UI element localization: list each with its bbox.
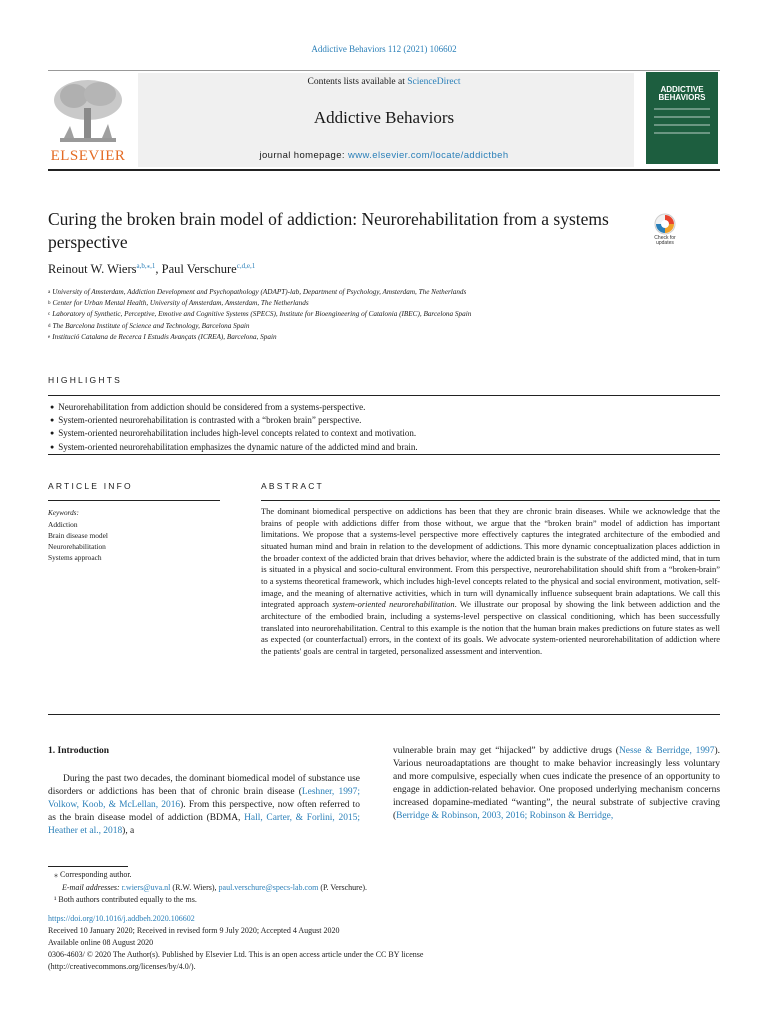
journal-cover[interactable] [646, 72, 718, 164]
keyword-item: Addiction [48, 520, 78, 529]
article-title: Curing the broken brain model of addiction: Neurorehabilitation from a systems perspective [48, 209, 609, 252]
affiliations [48, 287, 728, 343]
intro-paragraph-left [48, 773, 360, 838]
received-dates: Received 10 January 2020; Received in revised form 9 July 2020; Accepted 4 August 2020 [48, 926, 340, 935]
highlight-item: ● System-oriented neurorehabilitation emphasizes the dynamic nature of the addicted mind and brain. [50, 441, 418, 454]
highlights-heading: HIGHLIGHTS [48, 375, 122, 385]
affiliation-item [48, 298, 728, 309]
intro-text: vulnerable brain may get “hijacked” by addictive drugs ( [393, 746, 619, 756]
doi-link[interactable]: https://doi.org/10.1016/j.addbeh.2020.106602 [48, 914, 195, 923]
article-info-heading: ARTICLE INFO [48, 481, 133, 491]
affiliation-text: University of Amsterdam, Addiction Development and Psychopathology (ADAPT)-lab, Department of Psychology, Amsterdam, The Netherlands [52, 288, 467, 296]
highlight-item: ● Neurorehabilitation from addiction should be considered from a systems-perspective. [50, 401, 418, 414]
email-label: E-mail addresses: [62, 882, 122, 892]
author-name: Reinout W. Wiers [48, 262, 137, 277]
check-updates-label: Check for updates [654, 235, 676, 246]
citation-link[interactable]: Berridge & Robinson, 2003, 2016; Robinson & Berridge, [396, 810, 614, 821]
highlight-item: ● System-oriented neurorehabilitation is contrasted with a “broken brain” perspective. [50, 414, 418, 427]
copyright-line: 0306-4603/ © 2020 The Author(s). Published by Elsevier Ltd. This is an open access article under the CC BY license [48, 950, 424, 959]
publication-info [48, 913, 423, 973]
author-name: Paul Verschure [161, 262, 237, 277]
keywords-list [48, 519, 108, 563]
citation-link[interactable]: Hall, Carter, & Forlini, 2015; Heather et al., 2018 [48, 812, 360, 836]
intro-text: During the past two decades, the dominant biomedical model of substance use disorders or addictions has been that of chronic brain disease ( [48, 774, 360, 797]
email-owner: (R.W. Wiers), [170, 882, 219, 892]
affiliation-text: Institució Catalana de Recerca I Estudis Avançats (ICREA), Barcelona, Spain [52, 332, 277, 341]
affiliation-mark: b [48, 301, 51, 307]
license-url: (http://creativecommons.org/licenses/by/4.0/). [48, 962, 196, 971]
affiliation-item [48, 309, 728, 320]
contents-prefix: Contents lists available at [307, 77, 408, 87]
divider [48, 500, 220, 501]
highlight-item: ● System-oriented neurorehabilitation includes high-level concepts related to context and motivation. [50, 427, 418, 440]
affiliation-mark: a [48, 290, 51, 295]
affiliation-text: Center for Urban Mental Health, University of Amsterdam, Amsterdam, The Netherlands [52, 299, 309, 308]
abstract-emphasis: system-oriented neurorehabilitation [332, 599, 455, 610]
online-date: Available online 08 August 2020 [48, 938, 154, 947]
abstract-part: . We illustrate our proposal by showing the link between addiction and the architecture of the embodied brain, including a systems-level perspective on classical conditioning, which has been successfully translated into neurorehabilitation. Central to this example is the notion that the human brain makes predictions on future states as well as expected (or counterfactual) errors, in the context of its goals. We advocate system-oriented neurorehabilitation of addiction where the patients' goals are central in targeted, personalized assessment and intervention. [261, 599, 720, 656]
intro-text: ). From this perspective, now often referred to as the brain disease model of addiction (BDMA, [48, 799, 361, 823]
email-owner: (P. Verschure). [318, 882, 368, 892]
homepage-label: journal homepage: [259, 150, 348, 161]
equal-contribution-note: ¹ Both authors contributed equally to the ms. [54, 895, 197, 904]
cover-title-line2: BEHAVIORS [658, 93, 706, 102]
cover-title-line1: ADDICTIVE [660, 85, 704, 94]
affiliation-item [48, 332, 728, 343]
intro-paragraph-right [393, 745, 720, 822]
keywords-label: Keywords: [48, 509, 79, 517]
highlights-list [50, 401, 418, 454]
footnote-divider [48, 866, 128, 867]
section-heading-introduction: 1. Introduction [48, 746, 110, 756]
citation-link[interactable]: Nesse & Berridge, 1997 [618, 746, 715, 756]
affiliation-mark: e [48, 334, 51, 340]
divider [261, 500, 720, 501]
affiliation-mark: c [48, 312, 51, 318]
affiliation-text: The Barcelona Institute of Science and Technology, Barcelona Spain [52, 321, 250, 330]
author-list [48, 262, 255, 277]
author-affiliation-marks[interactable]: c,d,e,1 [236, 262, 256, 270]
check-updates-icon [645, 212, 685, 236]
sciencedirect-link[interactable]: ScienceDirect [407, 77, 461, 87]
homepage-link[interactable]: www.elsevier.com/locate/addictbeh [348, 150, 509, 161]
abstract-heading: ABSTRACT [261, 481, 324, 491]
keyword-item: Neurorehabilitation [48, 542, 106, 551]
abstract-text [261, 506, 720, 658]
affiliation-item [48, 287, 728, 298]
email-link[interactable]: r.wiers@uva.nl [121, 882, 171, 892]
abstract-part: The dominant biomedical perspective on addictions has been that they are chronic brain diseases. While we acknowledge that the brains of people with addictions differ from those without, we argue that the “broken brain” model of addiction has important limitations. We propose that a systems-level perspective more effectively captures the integrated architecture of the embodied and situated human mind and brain in relation to the development of addictions. This more dynamic conceptualization places addiction in the broader context of the addicted brain that drives behavior, where the addicted brain is the substrate of the addicted mind, that in turn is situated in a physical and socio-cultural environment. From this perspective, neurorehabilitation should shift from a “broken-brain” to a systems theoretical framework, which includes high-level concepts related to the physical and social environment, motivation, self-image, and the meaning of alternative activities, which in turn will dynamically influence subsequent brain adaptations. We call this integrated approach [261, 506, 720, 610]
author-separator: , [155, 262, 162, 277]
journal-reference[interactable]: Addictive Behaviors 112 (2021) 106602 [311, 44, 457, 54]
affiliation-text: Laboratory of Synthetic, Perceptive, Emotive and Cognitive Systems (SPECS), Institute for Bioengineering of Catalonia (IBEC), Barcelona Spain [52, 310, 472, 319]
elsevier-tree-logo-icon [50, 76, 126, 146]
email-link[interactable]: paul.verschure@specs-lab.com [218, 882, 319, 892]
citation-link[interactable]: Leshner, 1997; Volkow, Koob, & McLellan, 2016 [48, 786, 360, 810]
author-affiliation-marks[interactable]: a,b,⁎,1 [136, 262, 156, 270]
publisher-logo: ELSEVIER [50, 148, 126, 164]
email-addresses [48, 882, 367, 895]
keyword-item: Systems approach [48, 553, 102, 562]
affiliation-mark: d [48, 323, 51, 329]
corresponding-author-note: ⁎ Corresponding author. [54, 870, 132, 879]
intro-text: ), a [122, 825, 135, 836]
footnotes [48, 869, 367, 907]
affiliation-item [48, 321, 728, 332]
journal-title: Addictive Behaviors [313, 108, 455, 127]
check-for-updates-button[interactable] [645, 212, 685, 252]
intro-text: ). Various neuroadaptations are thought to make behavior increasingly less voluntary and more compulsive, especially when cues indicate the presence of an opportunity to engage in addiction-related behavior. One proposed underlying mechanism concerns increased dopamine-mediated “wanting”, the neural substrate of subjective craving ( [393, 746, 721, 821]
divider [48, 714, 720, 715]
keyword-item: Brain disease model [48, 531, 108, 540]
